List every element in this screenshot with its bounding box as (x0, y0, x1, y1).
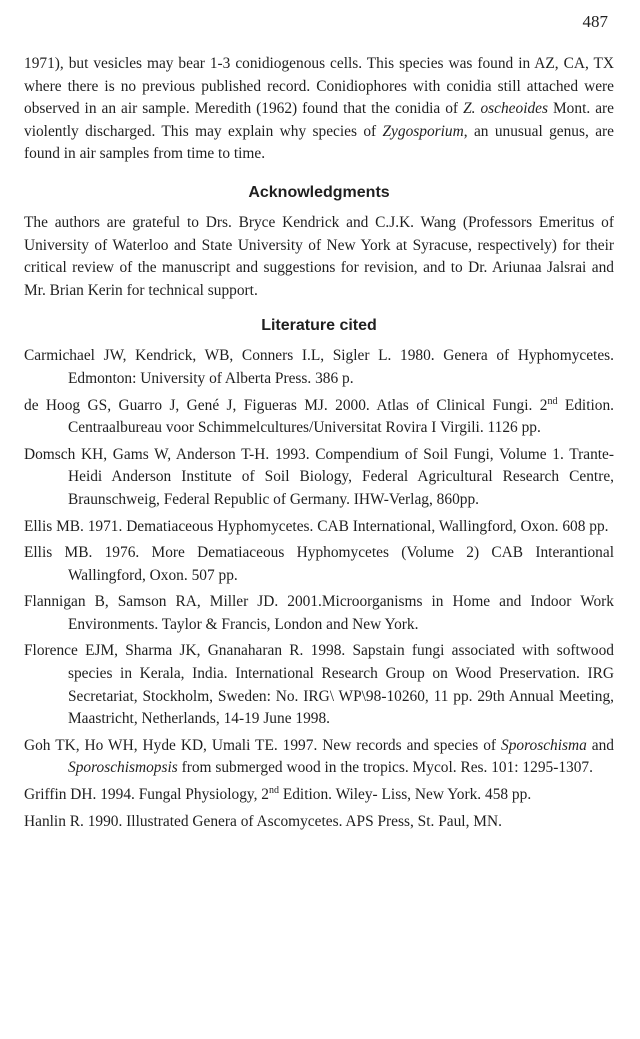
intro-text: , an unusual genus, are found in air samples from time to time. (24, 122, 614, 163)
ref-text: de Hoog GS, Guarro J, Gené J, Figueras MJ. 2000. Atlas of Clinical Fungi. 2 (24, 396, 548, 414)
intro-paragraph (24, 53, 614, 166)
reference-carmichael: Carmichael JW, Kendrick, WB, Conners I.L, Sigler L. 1980. Genera of Hyphomycetes. Edmonton: University of Alberta Press. 386 p. (24, 347, 614, 387)
ref-text: and (586, 736, 614, 754)
reference-domsch: Domsch KH, Gams W, Anderson T-H. 1993. Compendium of Soil Fungi, Volume 1. Trante-Heidi Anderson Institute of Soil Biology, Federal Agricultural Research Centre, Braunschweig, Federal Republic of Germany. IHW-Verlag, 860pp. (24, 445, 614, 508)
literature-heading: Literature cited (261, 317, 377, 335)
ref-text: from submerged wood in the tropics. Mycol. Res. 101: 1295-1307. (177, 759, 593, 777)
reference-list (24, 345, 614, 833)
ref-superscript: nd (268, 784, 279, 796)
reference-griffin (24, 784, 614, 807)
reference-flannigan: Flannigan B, Samson RA, Miller JD. 2001.Microorganisms in Home and Indoor Work Environments. Taylor & Francis, London and New York. (24, 593, 614, 633)
reference-dehoog (24, 395, 614, 440)
genus-name: Sporoschisma (501, 736, 587, 754)
genus-name: Zygosporium (382, 122, 464, 140)
acknowledgments-text: The authors are grateful to Drs. Bryce Kendrick and C.J.K. Wang (Professors Emeritus of University of Waterloo and State University of New York at Syracuse, respectively) for their critical review of the manuscript and suggestions for revision, and to Dr. Ariunaa Jalsrai and Mr. Brian Kerin for technical support. (24, 213, 614, 299)
ref-text: Edition. Centraalbureau voor Schimmelcultures/Universitat Rovira I Virgili. 1126 pp. (68, 396, 615, 437)
ref-text: Griffin DH. 1994. Fungal Physiology, 2 (24, 786, 269, 804)
ref-text: Goh TK, Ho WH, Hyde KD, Umali TE. 1997. New records and species of (24, 736, 501, 754)
reference-goh (24, 735, 614, 780)
reference-ellis-1971: Ellis MB. 1971. Dematiaceous Hyphomycetes. CAB International, Wallingford, Oxon. 608 pp. (24, 517, 609, 535)
intro-text: 1971), but vesicles may bear 1-3 conidiogenous cells. This species was found in AZ, CA, TX where there is no previous published record. Conidiophores with conidia still attached were observed in an air sample. Meredith (1962) found that the conidia of (24, 55, 614, 118)
genus-name: Sporoschismopsis (68, 759, 178, 777)
acknowledgments-heading: Acknowledgments (248, 183, 390, 201)
ref-superscript: nd (547, 395, 558, 407)
ref-text: Edition. Wiley- Liss, New York. 458 pp. (278, 786, 532, 804)
species-name: Z. oscheoides (463, 100, 548, 118)
reference-florence: Florence EJM, Sharma JK, Gnanaharan R. 1998. Sapstain fungi associated with softwood species in Kerala, India. International Research Group on Wood Preservation. IRG Secretariat, Stockholm, Sweden: No. IRG\ WP\98-10260, 11 pp. 29th Annual Meeting, Maastricht, Netherlands, 14-19 June 1998. (24, 642, 614, 728)
reference-hanlin: Hanlin R. 1990. Illustrated Genera of Ascomycetes. APS Press, St. Paul, MN. (24, 812, 502, 830)
page-number: 487 (582, 12, 608, 31)
content (24, 53, 614, 837)
reference-ellis-1976: Ellis MB. 1976. More Dematiaceous Hyphomycetes (Volume 2) CAB Interantional Wallingford, Oxon. 507 pp. (24, 544, 614, 584)
intro-text: Mont. are violently discharged. This may explain why species of (24, 100, 614, 140)
